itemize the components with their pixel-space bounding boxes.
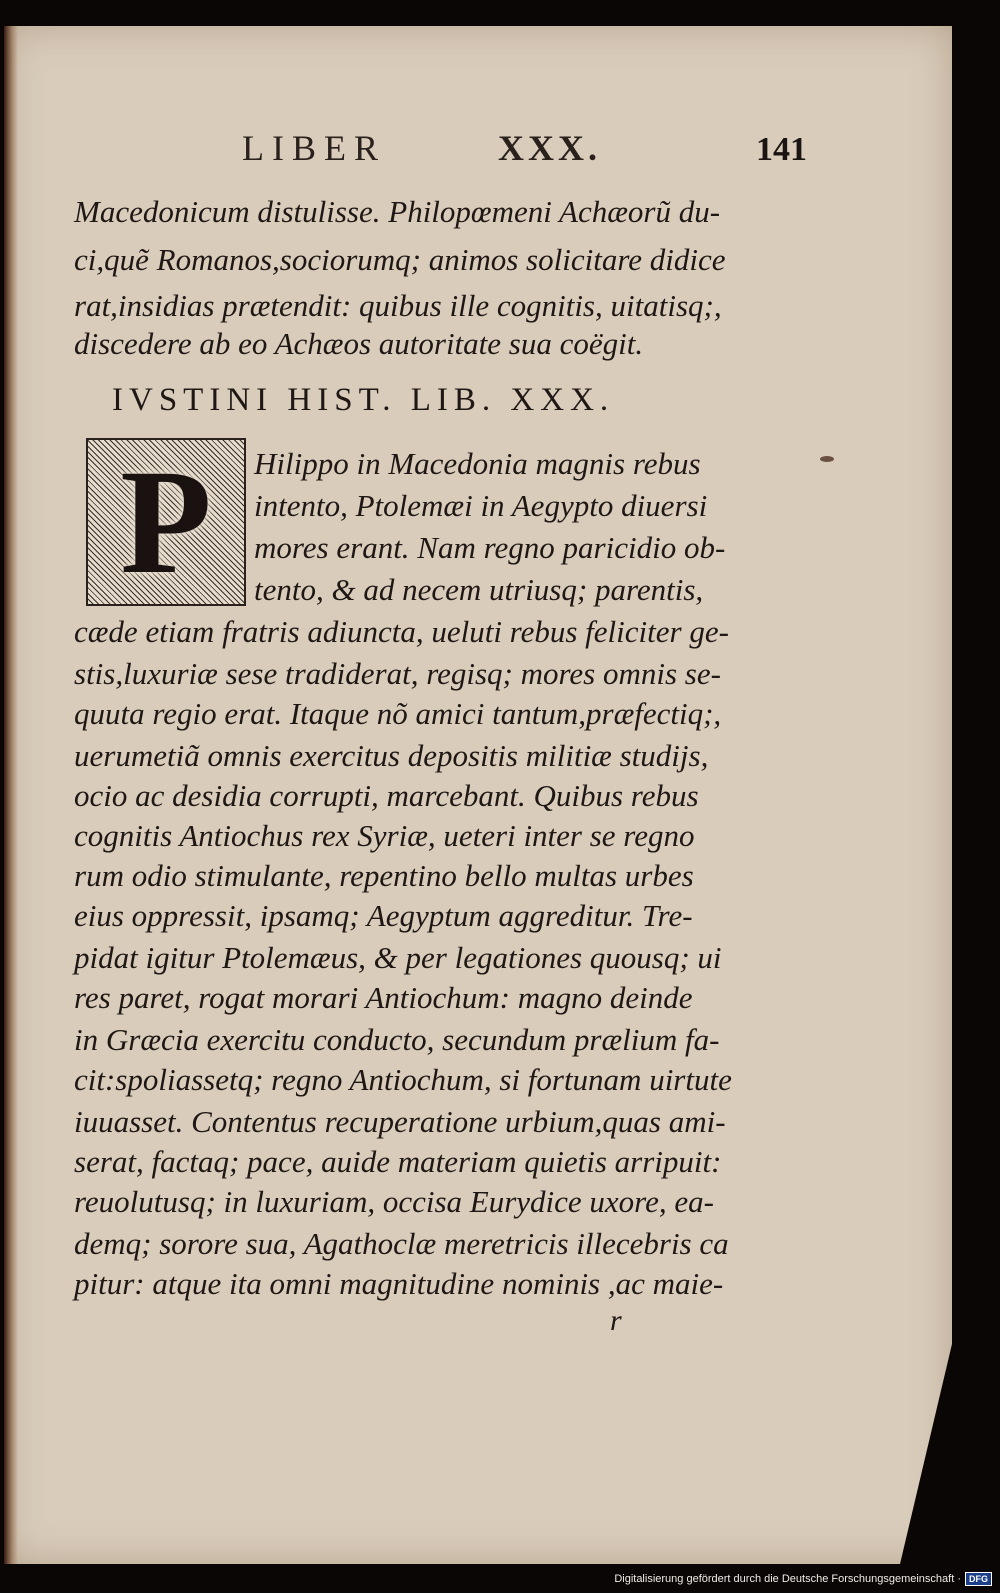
- folio-number: 141: [756, 131, 807, 168]
- ink-speck: [820, 456, 834, 462]
- text-line: pidat igitur Ptolemæus, & per legationes quousq; ui: [74, 940, 722, 975]
- running-head-liber: LIBER: [242, 128, 386, 168]
- text-line: stis,luxuriæ sese tradiderat, regisq; mores omnis se-: [74, 656, 721, 691]
- text-line: ocio ac desidia corrupti, marcebant. Quibus rebus: [74, 778, 699, 813]
- text-line: Hilippo in Macedonia magnis rebus: [254, 446, 701, 481]
- running-head: [4, 127, 952, 177]
- text-line: iuuasset. Contentus recuperatione urbium,quas ami-: [74, 1104, 726, 1139]
- text-line: rum odio stimulante, repentino bello multas urbes: [74, 858, 694, 893]
- text-line: res paret, rogat morari Antiochum: magno deinde: [74, 980, 693, 1015]
- book-page: [4, 26, 952, 1564]
- text-line: in Græcia exercitu conducto, secundum prælium fa-: [74, 1022, 720, 1057]
- continued-line: discedere ab eo Achæos autoritate sua coëgit.: [74, 326, 644, 361]
- text-line: cæde etiam fratris adiuncta, ueluti rebus feliciter ge-: [74, 614, 729, 649]
- page-binding-edge: [4, 26, 18, 1564]
- text-line: eius oppressit, ipsamq; Aegyptum aggreditur. Tre-: [74, 898, 693, 933]
- text-line: tento, & ad necem utriusq; parentis,: [254, 572, 704, 607]
- credit-text: Digitalisierung gefördert durch die Deutsche Forschungsgemeinschaft ·: [614, 1573, 961, 1585]
- continued-line: Macedonicum distulisse. Philopœmeni Achæorũ du-: [74, 194, 721, 229]
- text-line: reuolutusq; in luxuriam, occisa Eurydice uxore, ea-: [74, 1184, 714, 1219]
- text-line: intento, Ptolemæi in Aegypto diuersi: [254, 488, 708, 523]
- continued-line: rat,insidias prætendit: quibus ille cognitis, uitatisq;,: [74, 288, 722, 323]
- running-head-book-number: XXX.: [498, 128, 601, 168]
- continued-line: ci,quẽ Romanos,sociorumq; animos solicitare didice: [74, 242, 726, 277]
- text-line: pitur: atque ita omni magnitudine nominis ,ac maie-: [74, 1266, 724, 1301]
- text-line: serat, factaq; pace, auide materiam quietis arripuit:: [74, 1144, 722, 1179]
- torn-corner: [900, 1344, 952, 1564]
- signature-mark: r: [610, 1304, 622, 1337]
- initial-letter: P: [120, 439, 212, 605]
- text-line: uerumetiã omnis exercitus depositis militiæ studijs,: [74, 738, 709, 773]
- text-line: quuta regio erat. Itaque nõ amici tantum,præfectiq;,: [74, 696, 722, 731]
- decorated-initial: [86, 438, 246, 606]
- text-line: cit:spoliassetq; regno Antiochum, si fortunam uirtute: [74, 1062, 732, 1097]
- text-line: mores erant. Nam regno paricidio ob-: [254, 530, 726, 565]
- text-line: demq; sorore sua, Agathoclæ meretricis illecebris ca: [74, 1226, 729, 1261]
- digitization-credit: [614, 1569, 992, 1589]
- dfg-logo: DFG: [965, 1572, 992, 1586]
- text-line: cognitis Antiochus rex Syriæ, ueteri inter se regno: [74, 818, 695, 853]
- section-heading: IVSTINI HIST. LIB. XXX.: [112, 382, 615, 418]
